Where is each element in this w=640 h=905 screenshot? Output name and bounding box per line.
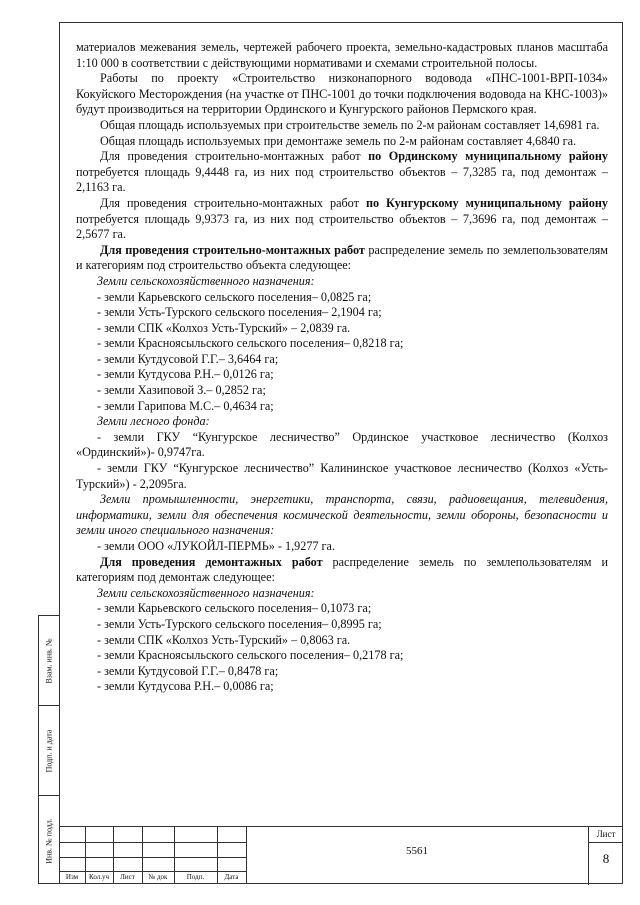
document-body [76, 40, 608, 695]
list-item: - земли СПК «Колхоз Усть-Турский» – 2,0839 га. [97, 320, 351, 335]
list-item: - земли Хазиповой З.– 0,2852 га; [97, 383, 266, 398]
side-label-sign: Подп. и дата [44, 729, 54, 772]
list-item: - земли Кутдусовой Г.Г.– 3,6464 га; [97, 351, 279, 366]
stamp-col-label: Изм [65, 873, 79, 881]
side-cell-replace [39, 616, 59, 706]
sheet-box [588, 827, 623, 885]
list-item: - земли СПК «Колхоз Усть-Турский» – 0,8063 га. [97, 632, 351, 647]
list-item: - земли Гарипова М.С.– 0,4634 га; [97, 398, 274, 413]
stamp-col-label: № док [148, 873, 168, 881]
list-item: - земли Красноясыльского сельского поселения– 0,8218 га; [97, 336, 404, 351]
side-label-inv: Инв. № подл. [44, 817, 54, 864]
title-block [59, 826, 623, 884]
paragraph: Работы по проекту «Строительство низконапорного водовода «ПНС-1001-ВРП-1034» Кокуйского Месторождения (на участке от ПНС-1001 до точки подключения водовода на КНС-1003)» будут производиться на территории Ординского и Кунгурского районов Пермского края. [76, 71, 608, 117]
stamp-col-label: Лист [120, 873, 135, 881]
paragraph-construction-intro: Для проведения строительно-монтажных работ распределение земель по землепользователям и категориям под строительство объекта следующее: [76, 242, 608, 273]
section-header-agri: Земли сельскохозяйственного назначения: [97, 273, 315, 288]
side-cell-sign [39, 706, 59, 796]
list-item: - земли Красноясыльского сельского поселения– 0,2178 га; [97, 648, 404, 663]
paragraph-kungur: Для проведения строительно-монтажных работ по Кунгурскому муниципальному району потребуется площадь 9,9373 га, из них под строительство объектов – 7,3696 га, под демонтаж – 2,5677 га. [76, 195, 608, 242]
sheet-number: 8 [602, 851, 610, 866]
paragraph: Общая площадь используемых при демонтаже земель по 2-м районам составляет 4,6840 га. [100, 133, 577, 148]
list-item: - земли ГКУ “Кунгурское лесничество” Калининское участковое лесничество (Колхоз «Усть-Турский») - 2,2095га. [76, 461, 608, 491]
list-item: - земли Кутдусовой Г.Г.– 0,8478 га; [97, 663, 279, 678]
list-item: - земли ООО «ЛУКОЙЛ-ПЕРМЬ» - 1,9277 га. [97, 539, 336, 553]
list-item: - земли ГКУ “Кунгурское лесничество” Ординское участковое лесничество (Колхоз «Ординский»)- 0,9747га. [76, 429, 608, 460]
list-item: - земли Усть-Турского сельского поселения– 2,1904 га; [97, 305, 382, 320]
stamp-col-label: Подп. [186, 873, 205, 881]
stamp-col-label: Кол.уч [89, 873, 109, 881]
paragraph-dismantle-intro: Для проведения демонтажных работ распределение земель по землепользователям и категориям под демонтаж следующее: [76, 554, 609, 585]
list-item: - земли Кутдусова Р.Н.– 0,0086 га; [97, 679, 274, 694]
side-label-replace: Взам. инв. № [44, 637, 54, 684]
side-stamp [38, 615, 59, 884]
side-cell-inv [39, 796, 59, 885]
list-item: - земли Карьевского сельского поселения– 0,1073 га; [97, 601, 372, 616]
paragraph-orda: Для проведения строительно-монтажных работ по Ординскому муниципальному району потребуется площадь 9,4448 га, из них под строительство объектов – 7,3285 га, под демонтаж – 2,1163 га. [76, 149, 608, 195]
paragraph: материалов межевания земель, чертежей рабочего проекта, земельно-кадастровых планов масштаба 1:10 000 в соответствии с действующими нормативами и схемами строительной полосы. [76, 40, 608, 70]
list-item: - земли Усть-Турского сельского поселения– 0,8995 га; [97, 616, 382, 631]
list-item: - земли Кутдусова Р.Н.– 0,0126 га; [97, 367, 274, 382]
section-header-industry: Земли промышленности, энергетики, транспорта, связи, радиовещания, телевидения, информатики, земли для обеспечения космической деятельности, земли обороны, безопасности и земли иного специального назначения: [76, 492, 608, 538]
section-header-agri: Земли сельскохозяйственного назначения: [97, 585, 315, 600]
document-number: 5561 [406, 845, 428, 857]
section-header-forest: Земли лесного фонда: [97, 414, 210, 429]
stamp-col-label: Дата [224, 873, 239, 881]
sheet-label: Лист [589, 829, 623, 843]
paragraph: Общая площадь используемых при строительстве земель по 2-м районам составляет 14,6981 га. [100, 117, 600, 132]
list-item: - земли Карьевского сельского поселения– 0,0825 га; [97, 289, 372, 304]
